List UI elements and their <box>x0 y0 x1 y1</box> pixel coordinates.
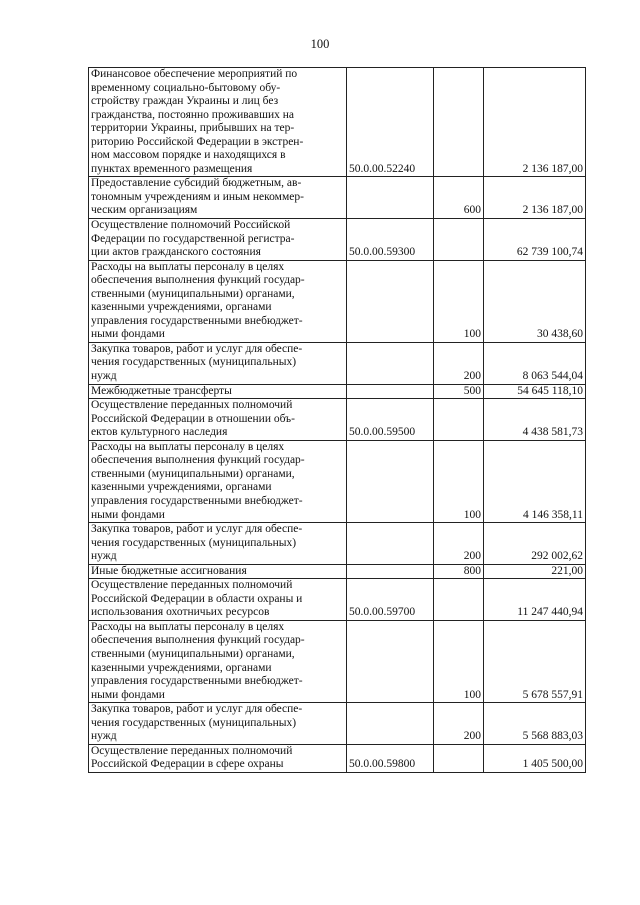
target-article-code-cell <box>347 703 434 745</box>
expense-name-line: Осуществление переданных полномочий <box>91 744 293 757</box>
amount-cell: 221,00 <box>484 564 586 579</box>
expense-type-code-cell: 200 <box>434 703 484 745</box>
expense-name-line: управления государственными внебюджет- <box>91 314 303 327</box>
expense-name-line: гражданства, постоянно проживавших на <box>91 108 294 121</box>
expense-name-cell <box>89 744 347 772</box>
expense-name-line: Расходы на выплаты персоналу в целях <box>91 440 285 453</box>
target-article-code-cell <box>347 260 434 342</box>
expense-name-cell <box>89 342 347 384</box>
expense-name-line: ными фондами <box>91 688 165 701</box>
expense-name-line: ственными (муниципальными) органами, <box>91 647 295 660</box>
amount-cell: 292 002,62 <box>484 523 586 565</box>
expense-name-line: казенными учреждениями, органами <box>91 661 272 674</box>
target-article-code-cell <box>347 523 434 565</box>
expense-name-line: Федерации по государственной регистра- <box>91 232 295 245</box>
amount-cell: 11 247 440,94 <box>484 579 586 621</box>
expense-type-code-cell <box>434 68 484 177</box>
expense-name-line: ными фондами <box>91 508 165 521</box>
expense-name-cell <box>89 703 347 745</box>
expense-name-line: ственными (муниципальными) органами, <box>91 287 295 300</box>
expense-name-line: Финансовое обеспечение мероприятий по <box>91 68 298 80</box>
expense-type-code-cell: 100 <box>434 620 484 702</box>
amount-cell: 1 405 500,00 <box>484 744 586 772</box>
table-row <box>89 399 586 441</box>
expense-name-line: Межбюджетные трансферты <box>91 384 232 397</box>
expense-type-code-cell: 600 <box>434 177 484 219</box>
amount-cell: 8 063 544,04 <box>484 342 586 384</box>
amount-cell: 30 438,60 <box>484 260 586 342</box>
amount-cell: 4 146 358,11 <box>484 440 586 522</box>
budget-table <box>88 67 586 773</box>
expense-name-cell <box>89 68 347 177</box>
target-article-code-cell <box>347 384 434 399</box>
expense-name-line: стройству граждан Украины и лиц без <box>91 95 279 108</box>
expense-name-line: Иные бюджетные ассигнования <box>91 564 247 577</box>
table-row <box>89 260 586 342</box>
expense-name-line: Расходы на выплаты персоналу в целях <box>91 620 285 633</box>
expense-name-line: Российской Федерации в отношении объ- <box>91 412 295 425</box>
expense-name-line: Российской Федерации в сфере охраны <box>91 758 284 771</box>
expense-name-line: ческим организациям <box>91 204 198 217</box>
target-article-code-cell: 50.0.00.59700 <box>347 579 434 621</box>
expense-name-line: ном массовом порядке и находящихся в <box>91 149 286 162</box>
table-row <box>89 177 586 219</box>
expense-type-code-cell <box>434 399 484 441</box>
expense-name-cell <box>89 177 347 219</box>
table-row <box>89 744 586 772</box>
table-row <box>89 219 586 261</box>
table-row <box>89 703 586 745</box>
expense-name-cell <box>89 440 347 522</box>
expense-name-line: использования охотничьих ресурсов <box>91 606 270 619</box>
expense-name-line: ектов культурного наследия <box>91 426 228 439</box>
expense-name-line: Российской Федерации в области охраны и <box>91 592 303 605</box>
amount-cell: 5 568 883,03 <box>484 703 586 745</box>
expense-name-line: Закупка товаров, работ и услуг для обеспе- <box>91 703 303 716</box>
expense-name-line: Осуществление переданных полномочий <box>91 579 293 592</box>
expense-type-code-cell: 100 <box>434 440 484 522</box>
target-article-code-cell: 50.0.00.59500 <box>347 399 434 441</box>
expense-name-line: Осуществление полномочий Российской <box>91 219 291 232</box>
expense-name-line: тономным учреждениям и иным некоммер- <box>91 190 304 203</box>
expense-name-line: Осуществление переданных полномочий <box>91 399 293 412</box>
amount-cell: 2 136 187,00 <box>484 68 586 177</box>
page-number: 100 <box>310 37 330 51</box>
expense-name-line: ственными (муниципальными) органами, <box>91 467 295 480</box>
expense-type-code-cell: 500 <box>434 384 484 399</box>
budget-table-body <box>89 68 586 773</box>
expense-name-cell <box>89 384 347 399</box>
expense-name-line: нужд <box>91 370 117 383</box>
target-article-code-cell <box>347 177 434 219</box>
target-article-code-cell <box>347 564 434 579</box>
amount-cell: 54 645 118,10 <box>484 384 586 399</box>
expense-name-line: чения государственных (муниципальных) <box>91 536 297 549</box>
expense-type-code-cell <box>434 579 484 621</box>
expense-name-line: территории Украины, прибывших на тер- <box>91 122 295 135</box>
expense-name-cell <box>89 523 347 565</box>
expense-name-cell <box>89 219 347 261</box>
expense-name-line: Закупка товаров, работ и услуг для обеспе- <box>91 523 303 536</box>
table-row <box>89 384 586 399</box>
expense-name-cell <box>89 260 347 342</box>
expense-type-code-cell: 100 <box>434 260 484 342</box>
expense-type-code-cell: 800 <box>434 564 484 579</box>
expense-name-line: казенными учреждениями, органами <box>91 301 272 314</box>
table-row <box>89 564 586 579</box>
amount-cell: 62 739 100,74 <box>484 219 586 261</box>
table-row <box>89 342 586 384</box>
expense-name-cell <box>89 399 347 441</box>
expense-name-line: обеспечения выполнения функций государ- <box>91 454 305 467</box>
expense-type-code-cell <box>434 744 484 772</box>
table-row <box>89 68 586 177</box>
amount-cell: 2 136 187,00 <box>484 177 586 219</box>
target-article-code-cell: 50.0.00.59300 <box>347 219 434 261</box>
expense-name-line: нужд <box>91 550 117 563</box>
expense-name-line: временному социально-бытовому обу- <box>91 81 281 94</box>
expense-name-line: Закупка товаров, работ и услуг для обеспе- <box>91 342 303 355</box>
expense-name-line: казенными учреждениями, органами <box>91 481 272 494</box>
target-article-code-cell <box>347 620 434 702</box>
table-row <box>89 579 586 621</box>
expense-name-cell <box>89 564 347 579</box>
expense-name-line: управления государственными внебюджет- <box>91 494 303 507</box>
expense-name-line: Предоставление субсидий бюджетным, ав- <box>91 177 302 190</box>
expense-type-code-cell: 200 <box>434 342 484 384</box>
target-article-code-cell: 50.0.00.52240 <box>347 68 434 177</box>
target-article-code-cell <box>347 342 434 384</box>
amount-cell: 4 438 581,73 <box>484 399 586 441</box>
amount-cell: 5 678 557,91 <box>484 620 586 702</box>
expense-name-line: Расходы на выплаты персоналу в целях <box>91 260 285 273</box>
expense-name-line: чения государственных (муниципальных) <box>91 356 297 369</box>
expense-name-line: ции актов гражданского состояния <box>91 246 261 259</box>
expense-type-code-cell <box>434 219 484 261</box>
expense-name-line: чения государственных (муниципальных) <box>91 716 297 729</box>
expense-name-line: обеспечения выполнения функций государ- <box>91 274 305 287</box>
expense-name-line: управления государственными внебюджет- <box>91 675 303 688</box>
expense-type-code-cell: 200 <box>434 523 484 565</box>
expense-name-line: нужд <box>91 730 117 743</box>
table-row <box>89 523 586 565</box>
expense-name-line: ными фондами <box>91 328 165 341</box>
expense-name-cell <box>89 579 347 621</box>
expense-name-line: обеспечения выполнения функций государ- <box>91 634 305 647</box>
expense-name-line: пунктах временного размещения <box>91 162 253 175</box>
expense-name-line: риторию Российской Федерации в экстрен- <box>91 135 304 148</box>
target-article-code-cell <box>347 440 434 522</box>
table-row <box>89 440 586 522</box>
expense-name-cell <box>89 620 347 702</box>
table-row <box>89 620 586 702</box>
target-article-code-cell: 50.0.00.59800 <box>347 744 434 772</box>
